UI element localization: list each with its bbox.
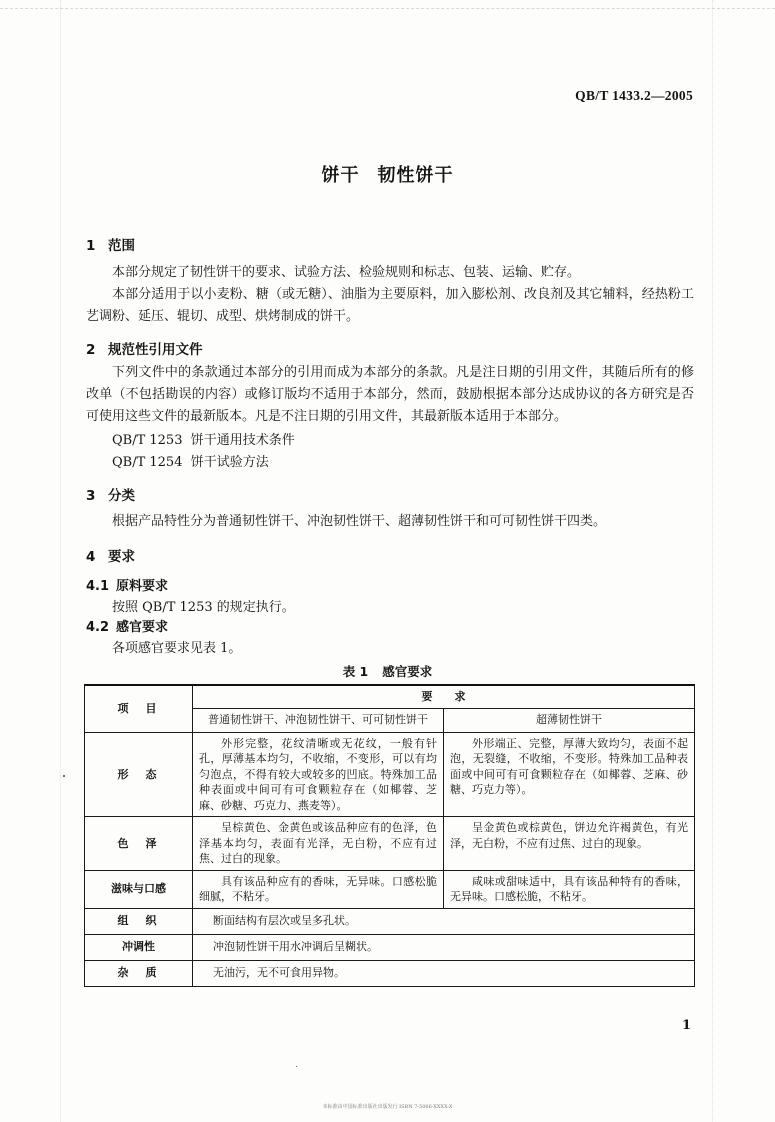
table-row xyxy=(85,934,695,960)
row-item: 组 织 xyxy=(85,908,193,934)
table-row xyxy=(85,908,695,934)
reference-item: QB/T 1253 饼干通用技术条件 xyxy=(112,433,295,448)
row-cell-a: 具有该品种应有的香味，无异味。口感松脆细腻，不粘牙。 xyxy=(193,870,444,908)
subsection-heading-raw-materials: 4.1 原料要求 xyxy=(86,579,169,594)
scope-paragraph-1: 本部分规定了韧性饼干的要求、试验方法、检验规则和标志、包装、运输、贮存。 xyxy=(112,265,581,280)
table-row xyxy=(85,732,695,817)
scan-artifact-top xyxy=(0,0,775,9)
row-cell-b: 咸味或甜味适中，具有该品种特有的香味，无异味。口感松脆，不粘牙。 xyxy=(444,870,695,908)
row-cell-a: 外形完整，花纹清晰或无花纹，一般有针孔，厚薄基本均匀，不收缩，不变形，可以有均匀泡点，不得有较大或较多的凹底。特殊加工品种表面或中间可有可食颗粒存在（如椰蓉、芝麻、砂糖、巧克力、燕麦等）。 xyxy=(193,732,444,817)
section-heading-scope: 1 范围 xyxy=(86,238,135,254)
scan-speck xyxy=(296,1066,297,1067)
reference-item: QB/T 1254 饼干试验方法 xyxy=(112,455,269,470)
normative-paragraph: 下列文件中的条款通过本部分的引用而成为本部分的条款。凡是注日期的引用文件，其随后所有的修改单（不包括勘误的内容）或修订版均不适用于本部分，然而，鼓励根据本部分达成协议的各方研究是否可使用这些文件的最新版本。凡是不注日期的引用文件，其最新版本适用于本部分。 xyxy=(86,365,694,424)
section-heading-classification: 3 分类 xyxy=(86,488,135,504)
sensory-requirements-table xyxy=(84,684,695,987)
header-col-b: 超薄韧性饼干 xyxy=(444,708,695,732)
section-heading-requirements: 4 要求 xyxy=(86,549,135,565)
header-requirements: 要 求 xyxy=(193,685,695,708)
row-item: 冲调性 xyxy=(85,934,193,960)
title-part1: 饼干 xyxy=(321,165,360,186)
title-part2: 韧性饼干 xyxy=(377,165,454,186)
row-cell-b: 外形端正、完整，厚薄大致均匀，表面不起泡，无裂缝，不收缩，不变形。特殊加工品种表面或中间可有可食颗粒存在（如椰蓉、芝麻、砂糖、巧克力等）。 xyxy=(444,732,695,817)
sensory-text: 各项感官要求见表 1。 xyxy=(112,641,242,656)
table-header-row xyxy=(85,685,695,708)
row-item: 杂 质 xyxy=(85,960,193,986)
table-row xyxy=(85,960,695,986)
row-item: 色 泽 xyxy=(85,817,193,871)
row-cell-a: 呈棕黄色、金黄色或该品种应有的色泽，色泽基本均匀，表面有光泽，无白粉，不应有过焦、过白的现象。 xyxy=(193,817,444,871)
table-row xyxy=(85,817,695,871)
footer-note: 本标准由中国标准出版社出版发行 ISBN 7-5066-XXXX-X xyxy=(322,1104,453,1110)
standard-code: QB/T 1433.2—2005 xyxy=(575,88,693,103)
scan-speck xyxy=(63,775,65,777)
row-cell-full: 冲泡韧性饼干用水冲调后呈糊状。 xyxy=(193,934,695,960)
header-col-a: 普通韧性饼干、冲泡韧性饼干、可可韧性饼干 xyxy=(193,708,444,732)
page-number: 1 xyxy=(681,1018,691,1033)
row-item: 滋味与口感 xyxy=(85,870,193,908)
subsection-heading-sensory: 4.2 感官要求 xyxy=(86,620,169,635)
row-cell-full: 断面结构有层次或呈多孔状。 xyxy=(193,908,695,934)
row-cell-b: 呈金黄色或棕黄色，饼边允许褐黄色，有光泽，无白粉，不应有过焦、过白的现象。 xyxy=(444,817,695,871)
row-item: 形 态 xyxy=(85,732,193,817)
table-row xyxy=(85,870,695,908)
classification-paragraph: 根据产品特性分为普通韧性饼干、冲泡韧性饼干、超薄韧性饼干和可可韧性饼干四类。 xyxy=(112,514,607,529)
header-item: 项 目 xyxy=(85,685,193,732)
row-cell-full: 无油污，无不可食用异物。 xyxy=(193,960,695,986)
table-caption: 表 1 感官要求 xyxy=(342,664,433,679)
scope-paragraph-2: 本部分适用于以小麦粉、糖（或无糖）、油脂为主要原料，加入膨松剂、改良剂及其它辅料，经热粉工艺调粉、延压、辊切、成型、烘烤制成的饼干。 xyxy=(86,287,694,324)
raw-materials-text: 按照 QB/T 1253 的规定执行。 xyxy=(112,600,295,615)
document-title xyxy=(0,161,775,187)
section-heading-normative: 2 规范性引用文件 xyxy=(86,342,203,358)
